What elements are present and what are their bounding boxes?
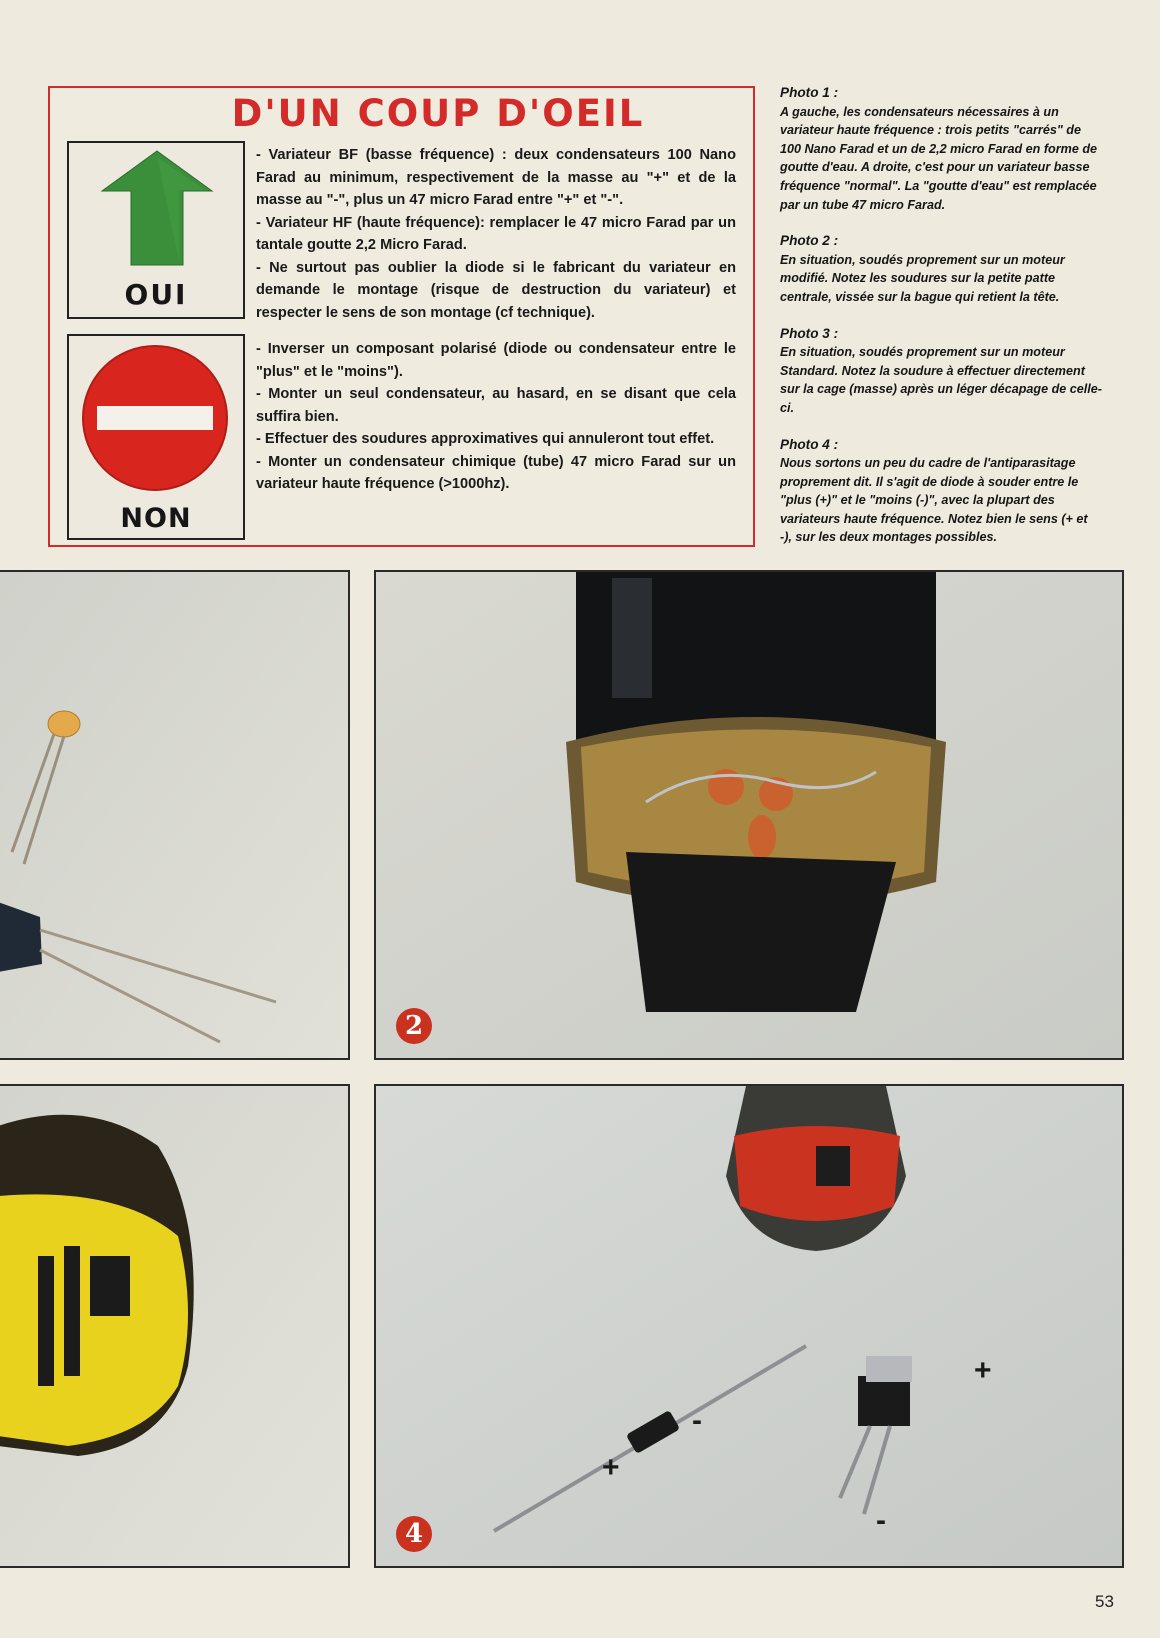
oui-item: - Variateur BF (basse fréquence) : deux condensateurs 100 Nano Farad au minimum, respectivement de la masse au "+" et de la masse au "-", plus un 47 micro Farad entre "+" et "-". bbox=[256, 147, 736, 208]
oui-list bbox=[256, 144, 736, 324]
box-title: D'UN COUP D'OEIL bbox=[231, 92, 645, 135]
oui-item: - Variateur HF (haute fréquence): remplacer le 47 micro Farad par un tantale goutte 2,2 Micro Farad. bbox=[256, 214, 736, 253]
caption-title: Photo 1 : bbox=[780, 85, 839, 100]
oui-item: - Ne surtout pas oublier la diode si le fabricant du variateur en demande le montage (risque de destruction du variateur) et respecter le sens de son montage (cf technique). bbox=[256, 259, 736, 321]
polarity-minus-label: - bbox=[692, 1404, 702, 1437]
photo-number-badge: 2 bbox=[396, 1008, 432, 1044]
polarity-plus-label: + bbox=[602, 1451, 620, 1484]
caption-photo-4 bbox=[780, 436, 1102, 548]
caption-photo-3 bbox=[780, 325, 1102, 418]
non-panel bbox=[67, 334, 245, 540]
photo-number-badge: 4 bbox=[396, 1516, 432, 1552]
non-list bbox=[256, 338, 736, 496]
capacitors-image bbox=[0, 572, 350, 1060]
photo-4-diodes bbox=[374, 1084, 1124, 1568]
diodes-image bbox=[376, 1086, 1122, 1566]
standard-motor-image bbox=[0, 1086, 350, 1568]
non-item: - Monter un condensateur chimique (tube) 47 micro Farad sur un variateur haute fréquence (>1000hz). bbox=[256, 453, 736, 492]
non-label: NON bbox=[120, 503, 192, 534]
page-number: 53 bbox=[1095, 1592, 1114, 1611]
photo-2-modified-motor bbox=[374, 570, 1124, 1060]
polarity-plus-label: + bbox=[974, 1354, 992, 1387]
polarity-minus-label: - bbox=[876, 1504, 886, 1537]
photo-3-standard-motor bbox=[0, 1084, 350, 1568]
oui-panel bbox=[67, 141, 245, 319]
caption-photo-1 bbox=[780, 84, 1102, 214]
caption-text: En situation, soudés proprement sur un moteur modifié. Notez les soudures sur la petite patte centrale, vissée sur la bague qui retient la tête. bbox=[780, 252, 1065, 304]
caption-text: En situation, soudés proprement sur un moteur Standard. Notez la soudure à effectuer directement sur la cage (masse) après un léger décapage de celle-ci. bbox=[780, 345, 1102, 415]
non-item: - Monter un seul condensateur, au hasard, en se disant que cela suffira bien. bbox=[256, 386, 736, 425]
photo-captions bbox=[780, 84, 1102, 565]
oui-label: OUI bbox=[124, 278, 188, 311]
non-item: - Inverser un composant polarisé (diode ou condensateur entre le "plus" et le "moins"). bbox=[256, 341, 736, 380]
caption-title: Photo 3 : bbox=[780, 325, 839, 341]
photo-1-capacitors bbox=[0, 570, 350, 1060]
caption-text: Nous sortons un peu du cadre de l'antiparasitage proprement dit. Il s'agit de diode à souder entre le "plus (+)" et le "moins (-)", avec la plupart des variateurs haute fréquence. Notez bien le sens (+ et -), sur les deux montages possibles. bbox=[780, 456, 1088, 545]
quick-look-box bbox=[48, 86, 755, 547]
caption-title: Photo 2 : bbox=[780, 233, 839, 249]
modified-motor-image bbox=[376, 572, 1122, 1058]
non-item: - Effectuer des soudures approximatives qui annuleront tout effet. bbox=[256, 431, 715, 447]
caption-text: A gauche, les condensateurs nécessaires à un variateur haute fréquence : trois petits "carrés" de 100 Nano Farad et un de 2,2 micro Farad en forme de goutte d'eau. A droite, c'est pour un variateur basse fréquence "normal". La "goutte d'eau" est remplacée par un tube 47 micro Farad. bbox=[780, 104, 1098, 212]
caption-photo-2 bbox=[780, 232, 1102, 306]
caption-title: Photo 4 : bbox=[780, 436, 839, 452]
